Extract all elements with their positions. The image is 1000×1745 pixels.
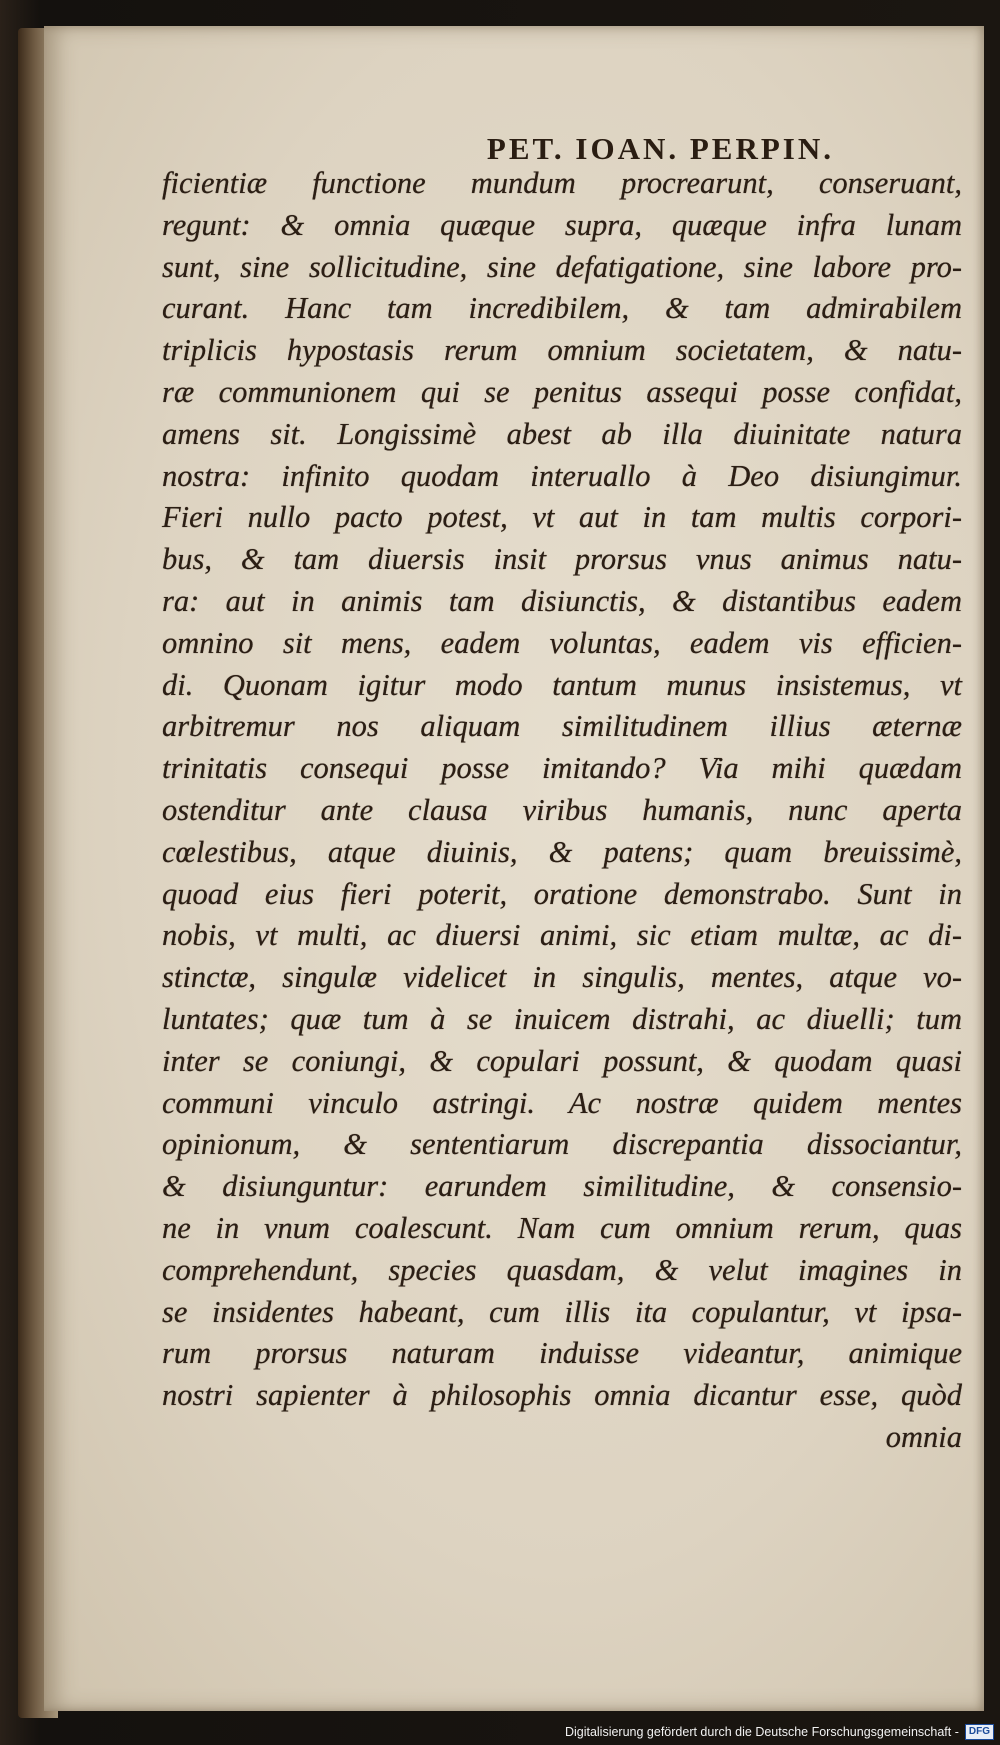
text-line: rum prorsus naturam induisse videantur, animique [162,1336,962,1371]
text-line: di. Quonam igitur modo tantum munus insistemus, vt [162,667,962,702]
text-line: bus, & tam diuersis insit prorsus vnus animus natu- [162,542,962,577]
text-line: inter se coniungi, & copulari possunt, & quodam quasi [162,1043,962,1078]
text-line: nobis, vt multi, ac diuersi animi, sic etiam multæ, ac di- [162,918,962,953]
footer-credit-text: Digitalisierung gefördert durch die Deutsche Forschungsgemeinschaft - [564,1725,959,1739]
catchword: omnia [885,1419,962,1454]
text-line: triplicis hypostasis rerum omnium societatem, & natu- [162,333,962,368]
text-line: ne in vnum coalescunt. Nam cum omnium rerum, quas [162,1210,962,1245]
text-line: se insidentes habeant, cum illis ita copulantur, vt ipsa- [162,1294,962,1329]
body-text [162,163,962,1459]
digitization-footer [565,1721,994,1743]
text-line: & disiunguntur: earundem similitudine, & consensio- [162,1169,962,1204]
text-line: sunt, sine sollicitudine, sine defatigatione, sine labore pro- [162,249,962,284]
running-head: PET. IOAN. PERPIN. [486,131,834,166]
text-line: stinctæ, singulæ videlicet in singulis, mentes, atque vo- [162,960,962,995]
dfg-logo: DFG [965,1724,994,1740]
text-line: cœlestibus, atque diuinis, & patens; quam breuissimè, [162,834,962,869]
text-line: opinionum, & sententiarum discrepantia dissociantur, [162,1127,962,1162]
text-line: nostri sapienter à philosophis omnia dicantur esse, quòd [162,1378,962,1413]
text-line: trinitatis consequi posse imitando? Via mihi quædam [162,751,962,786]
text-line: ficientiæ functione mundum procrearunt, conseruant, [162,166,962,200]
text-line: luntates; quæ tum à se inuicem distrahi, ac diuelli; tum [162,1001,962,1036]
text-line: ræ communionem qui se penitus assequi posse confidat, [162,374,962,409]
text-line: omnino sit mens, eadem voluntas, eadem vis efficien- [162,625,962,660]
text-line: comprehendunt, species quasdam, & velut imagines in [162,1252,962,1287]
text-line: Fieri nullo pacto potest, vt aut in tam multis corpori- [162,500,962,535]
text-line: amens sit. Longissimè abest ab illa diuinitate natura [162,416,962,451]
text-line: ra: aut in animis tam disiunctis, & distantibus eadem [162,583,962,618]
text-line: arbitremur nos aliquam similitudinem illius æternæ [162,709,962,744]
text-line: nostra: infinito quodam interuallo à Deo disiungimur. [162,458,962,493]
text-line: quoad eius fieri poterit, oratione demonstrabo. Sunt in [162,876,962,911]
text-line: communi vinculo astringi. Ac nostræ quidem mentes [162,1085,962,1120]
text-line: ostenditur ante clausa viribus humanis, nunc aperta [162,792,962,827]
text-line: curant. Hanc tam incredibilem, & tam admirabilem [162,291,962,326]
text-line: regunt: & omnia quæque supra, quæque infra lunam [162,207,962,242]
